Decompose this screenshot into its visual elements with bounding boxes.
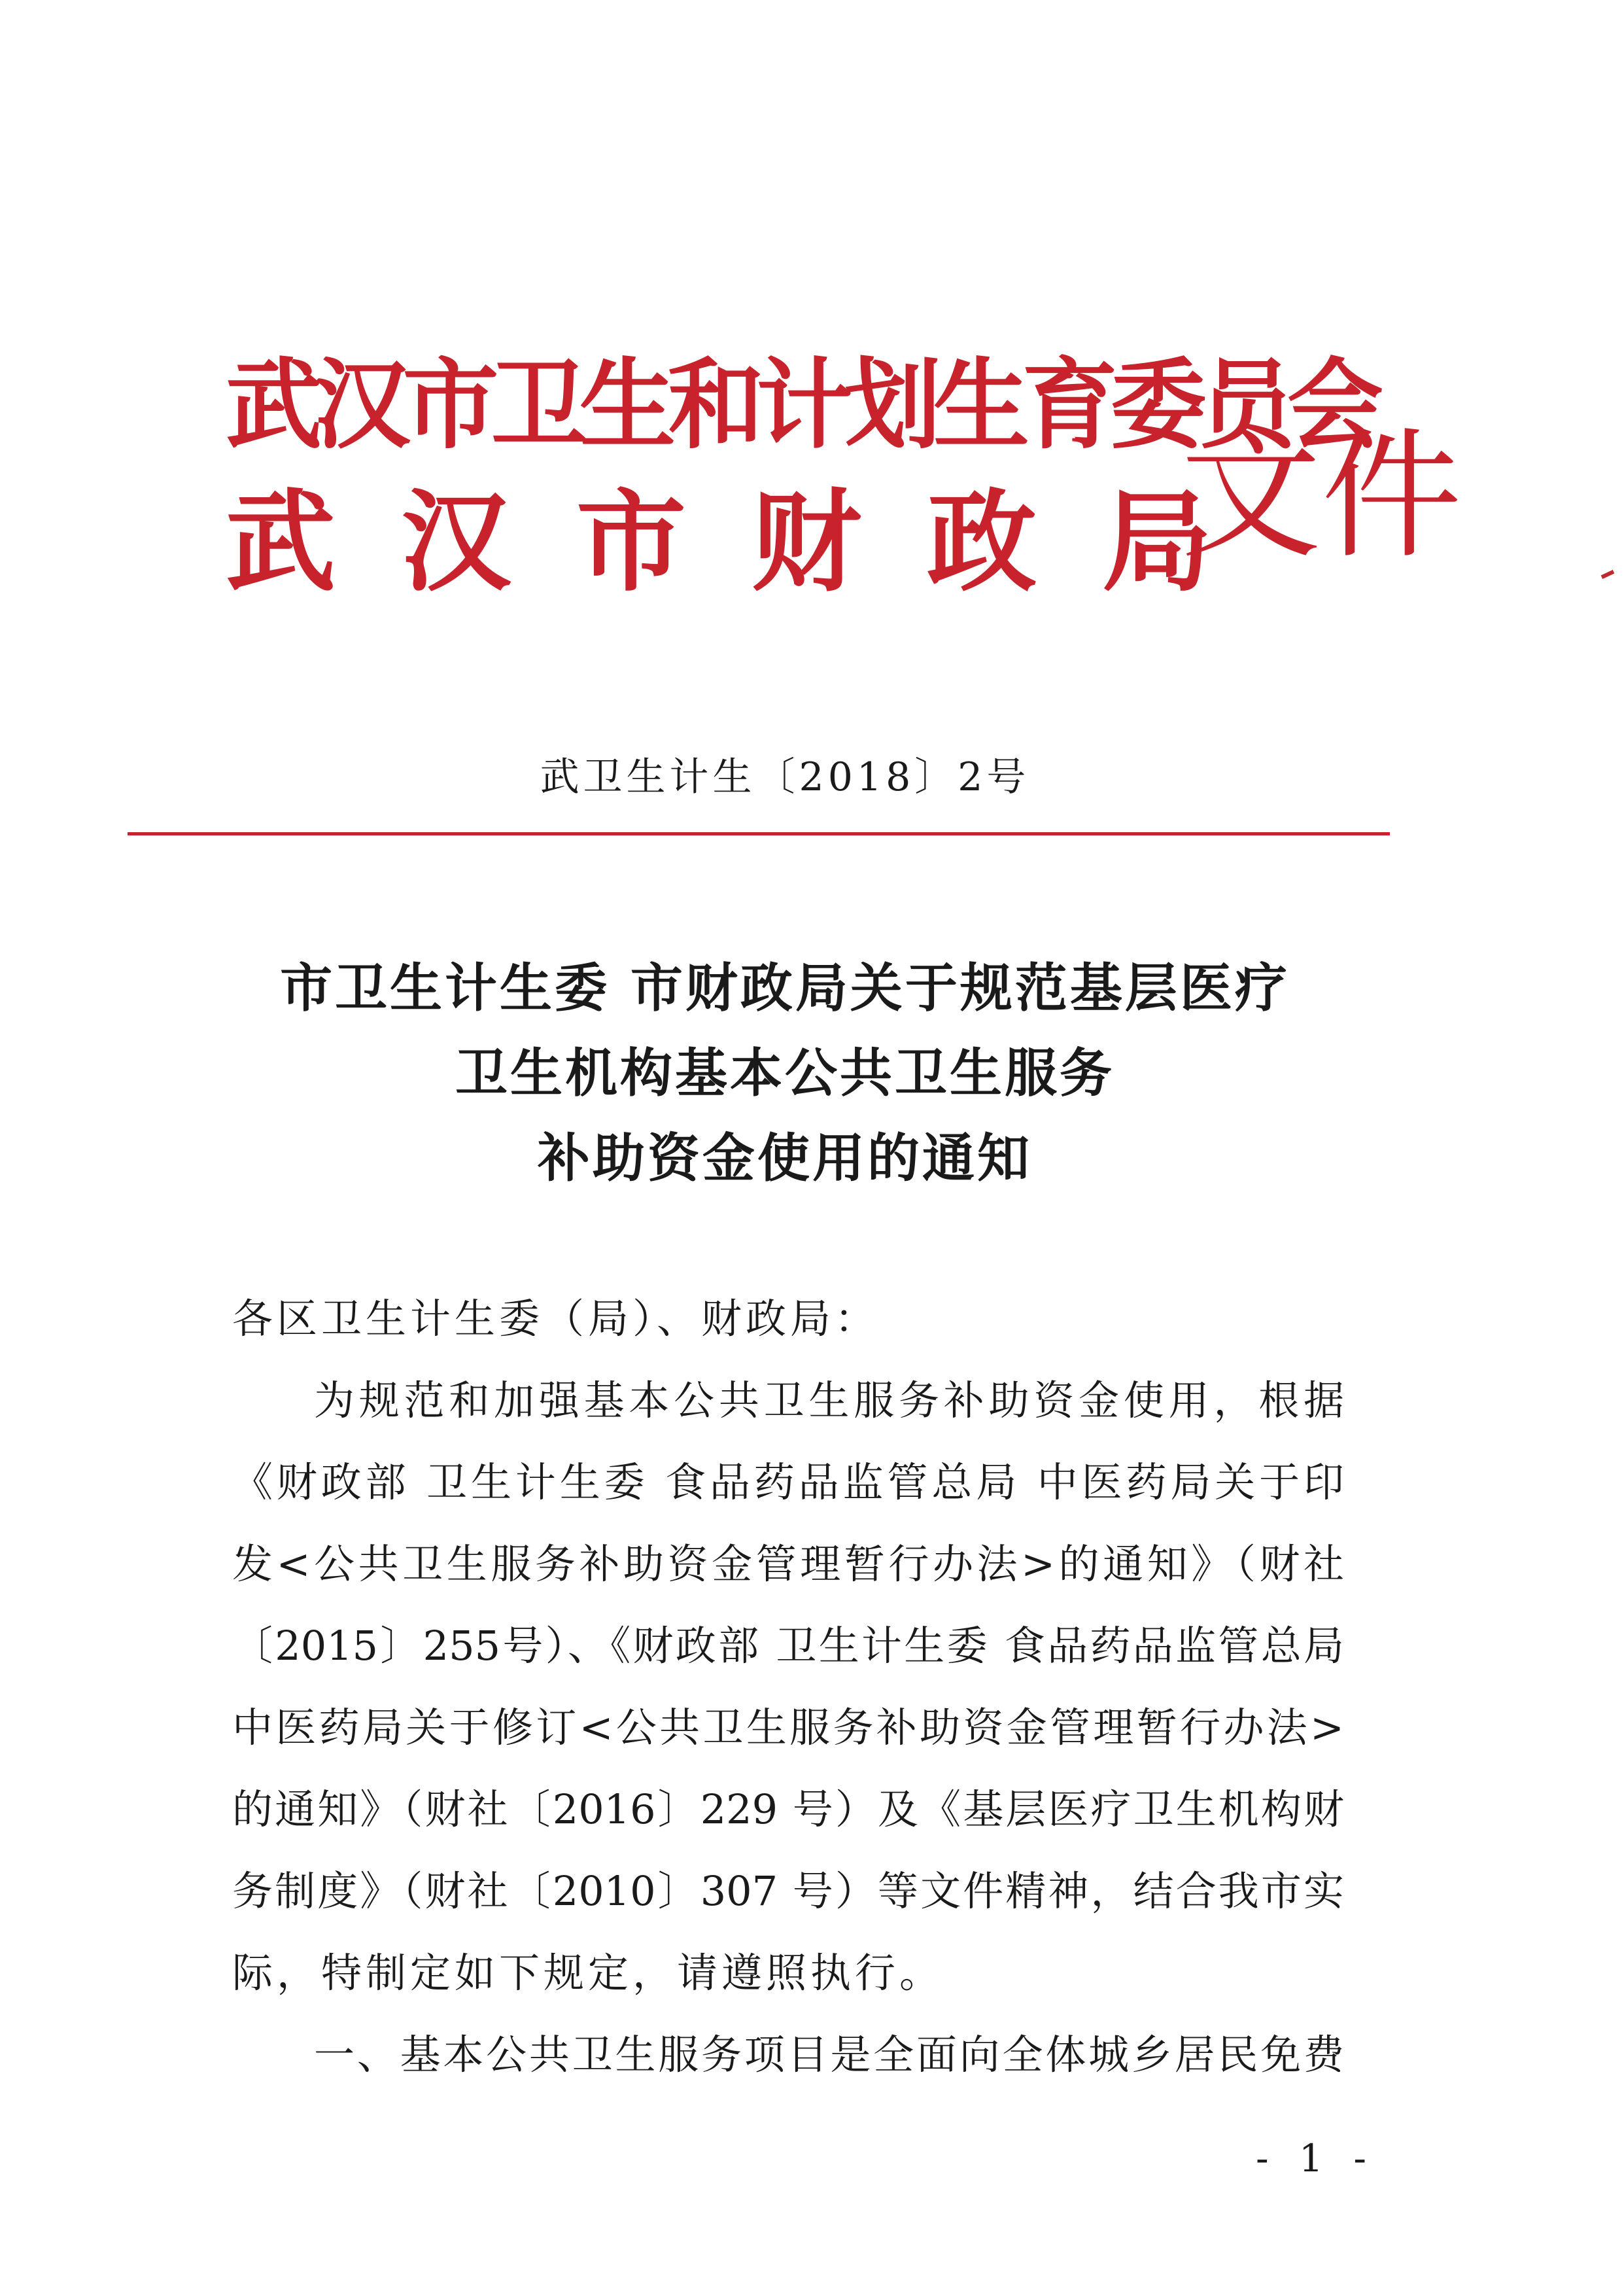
body-line: 一、基本公共卫生服务项目是全面向全体城乡居民免费 — [314, 2031, 1344, 2078]
issuer-name-finance-bureau: 武汉市财政局 — [226, 478, 1277, 606]
body-line: 中医药局关于修订<公共卫生服务补助资金管理暂行办法> — [232, 1704, 1344, 1751]
body-line: 务制度》（财社〔2010〕307 号）等文件精神，结合我市实 — [232, 1867, 1344, 1915]
document-number: 武卫生计生〔2018〕2号 — [540, 754, 1030, 800]
body-line: 《财政部 卫生计生委 食品药品监管总局 中医药局关于印 — [232, 1458, 1344, 1506]
title-line-2: 卫生机构基本公共卫生服务 — [455, 1042, 1114, 1104]
red-separator-line — [128, 832, 1390, 835]
title-line-1: 市卫生计生委 市财政局关于规范基层医疗 — [280, 957, 1290, 1019]
title-line-3: 补助资金使用的通知 — [538, 1127, 1032, 1189]
body-line: 际，特制定如下规定，请遵照执行。 — [232, 1949, 944, 1997]
body-line: 〔2015〕255号）、《财政部 卫生计生委 食品药品监管总局 — [232, 1622, 1344, 1670]
salutation: 各区卫生计生委（局）、财政局： — [232, 1295, 880, 1342]
issuer-name-health-commission: 武汉市卫生和计划生育委员会 — [226, 349, 1376, 463]
scan-speck — [1601, 570, 1615, 579]
document-suffix: 文件 — [1181, 413, 1462, 578]
body-line: 的通知》（财社〔2016〕229 号）及《基层医疗卫生机构财 — [232, 1785, 1344, 1833]
body-line: 发<公共卫生服务补助资金管理暂行办法>的通知》（财社 — [232, 1540, 1344, 1588]
page-number: - 1 - — [1256, 2136, 1375, 2181]
body-line: 为规范和加强基本公共卫生服务补助资金使用，根据 — [314, 1376, 1344, 1424]
